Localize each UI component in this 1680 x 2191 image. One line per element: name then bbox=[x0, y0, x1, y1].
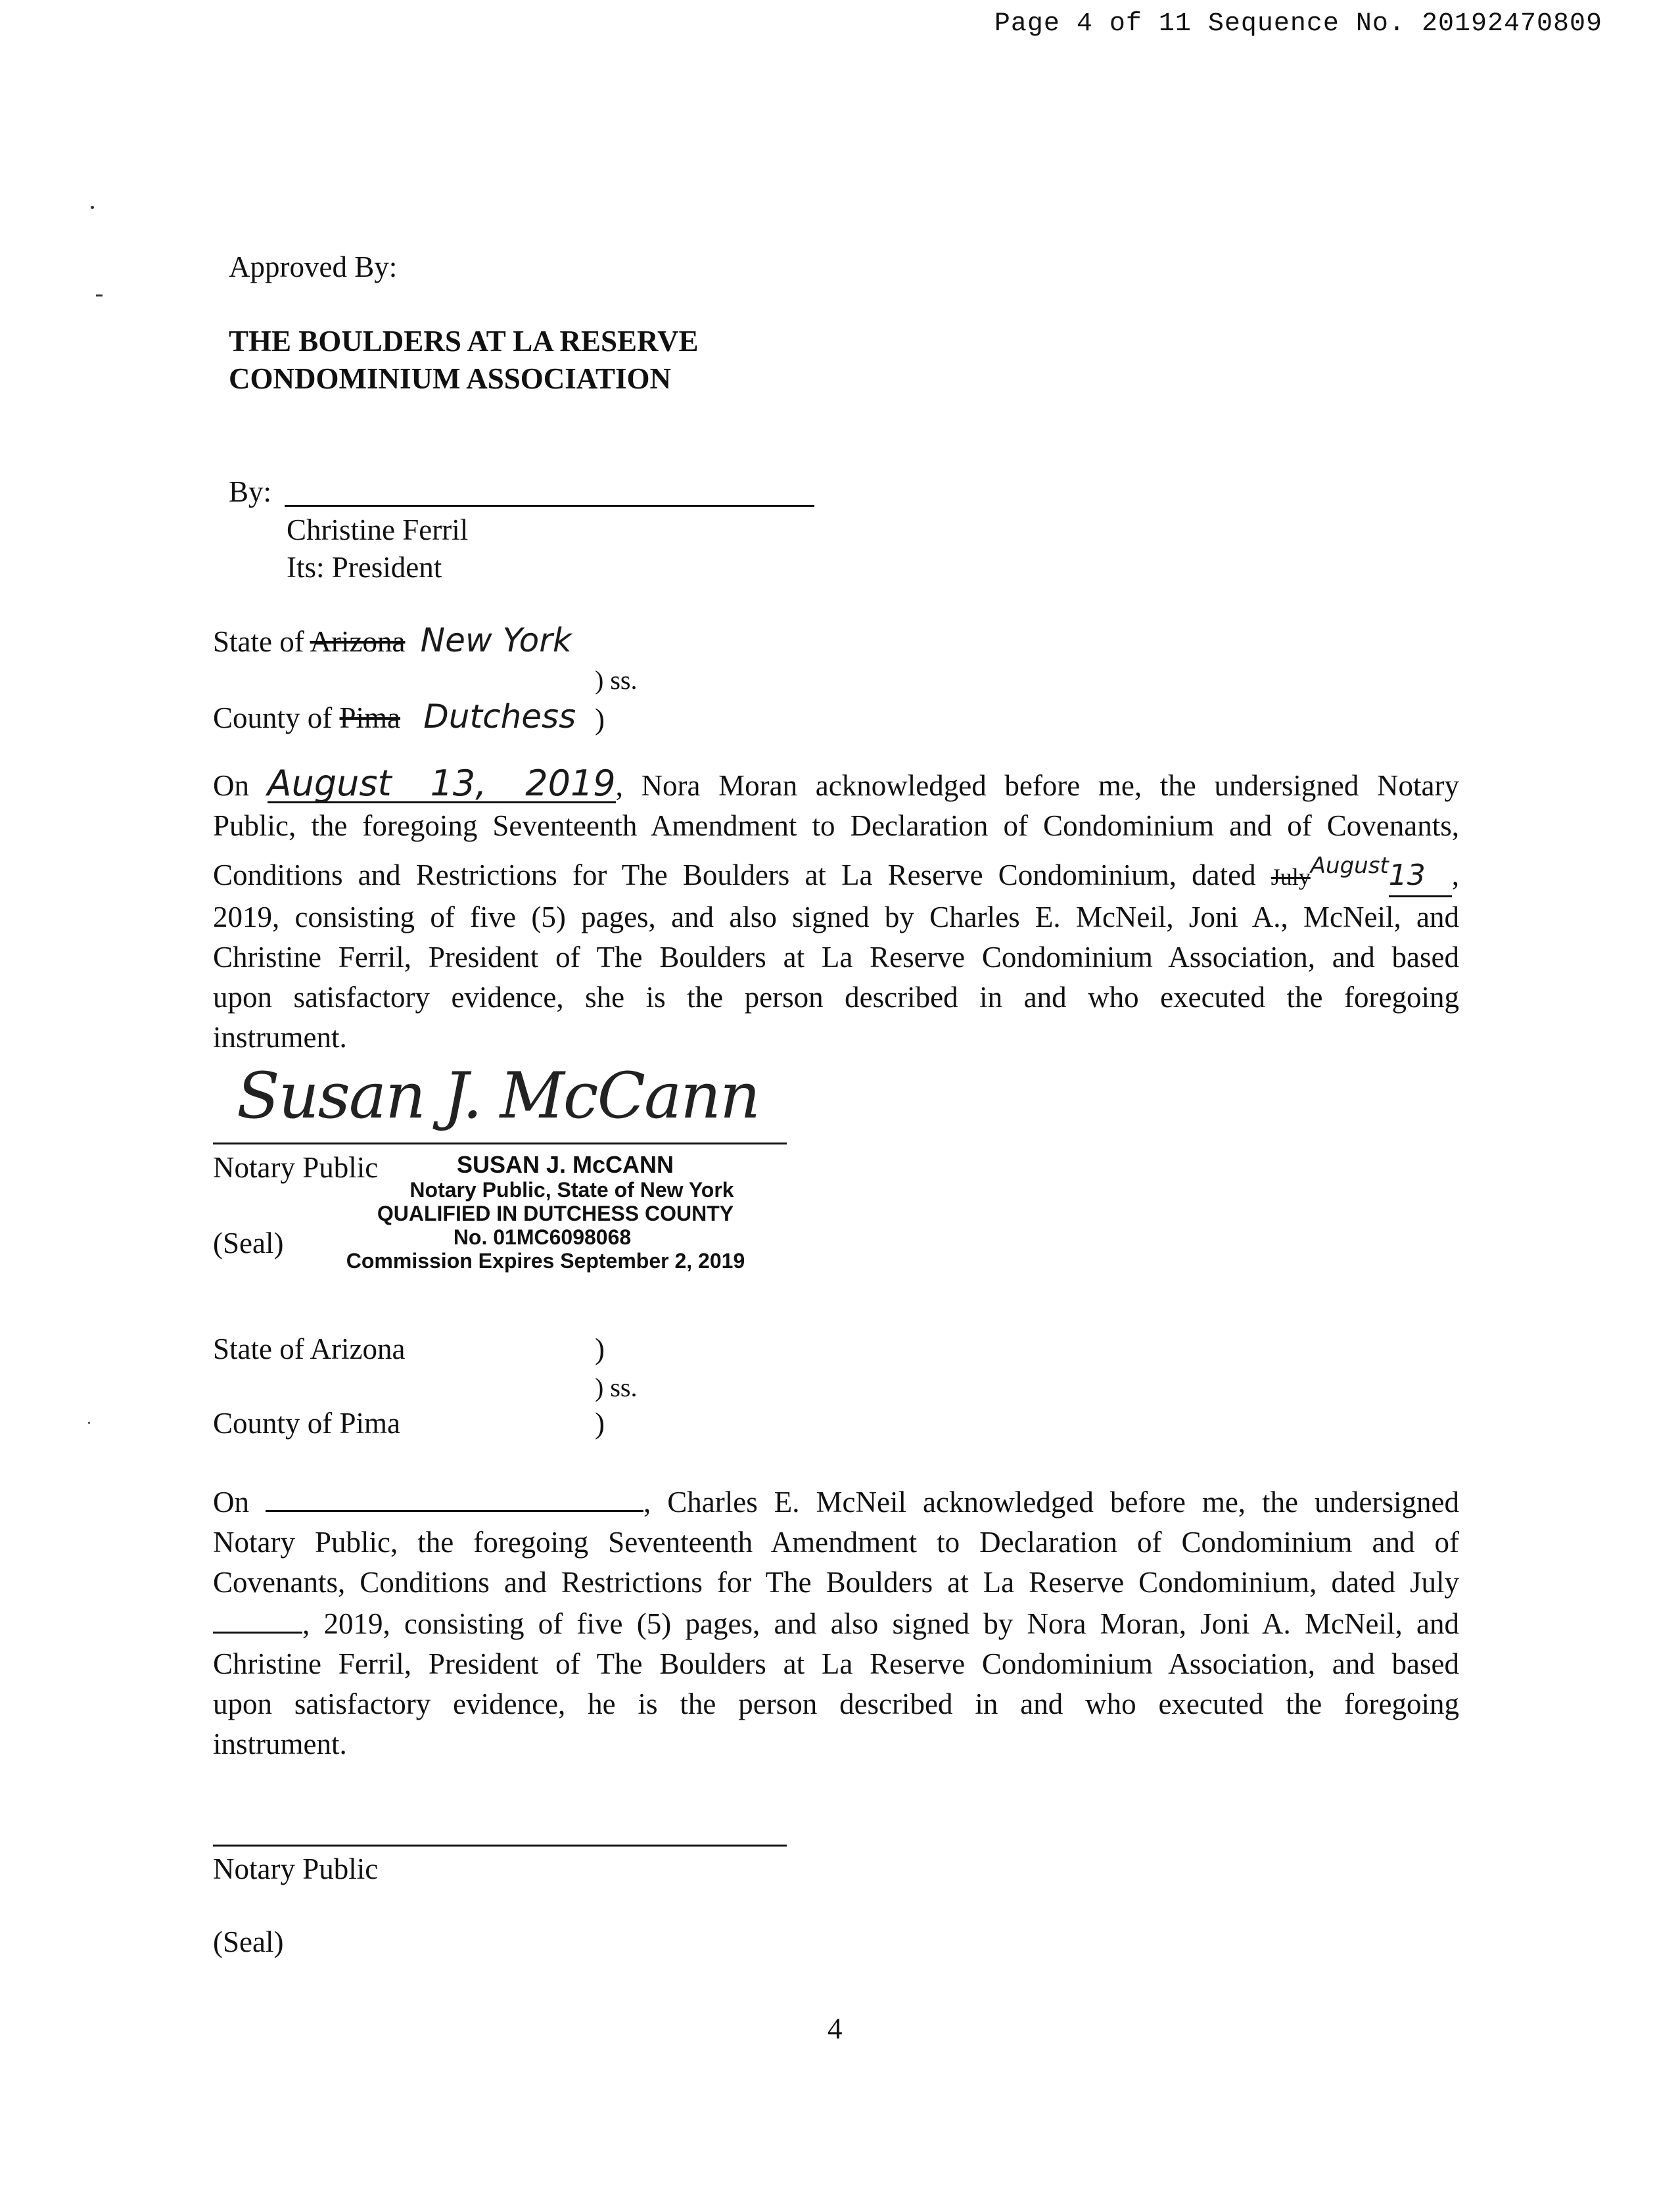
ack2-line6: upon satisfactory evidence, he is the person described in and who executed the foregoing bbox=[213, 1687, 1459, 1720]
by-label: By: bbox=[229, 475, 272, 508]
ack2-line2: Notary Public, the foregoing Seventeenth Amendment to Declaration of Condominium and of bbox=[213, 1526, 1459, 1559]
venue1-ss: ) ss. bbox=[595, 665, 638, 695]
notary1-seal-label: (Seal) bbox=[213, 1227, 284, 1260]
stamp-line4: No. 01MC6098068 bbox=[453, 1225, 632, 1249]
ack1-line5: Christine Ferril, President of The Boulders at La Reserve Condominium Association, and based bbox=[213, 941, 1459, 974]
stamp-name: SUSAN J. McCANN bbox=[456, 1151, 674, 1178]
org-name-line2: CONDOMINIUM ASSOCIATION bbox=[229, 362, 671, 395]
ack1-line7: instrument. bbox=[213, 1021, 347, 1054]
notary1-label: Notary Public bbox=[213, 1151, 379, 1184]
notary1-signature-line bbox=[213, 1143, 787, 1144]
ack1-date-handwritten: August 13, 2019 bbox=[267, 763, 616, 804]
notary2-seal-label: (Seal) bbox=[213, 1925, 284, 1958]
scan-speck bbox=[96, 294, 103, 296]
ack1-line4: 2019, consisting of five (5) pages, and also signed by Charles E. McNeil, Joni A., McNeil, and bbox=[213, 901, 1459, 933]
scan-speck bbox=[91, 206, 94, 209]
ack1-line3: Conditions and Restrictions for The Boulders at La Reserve Condominium, dated July$^{August}$13 , bbox=[213, 846, 1459, 897]
ack1-line2: Public, the foregoing Seventeenth Amendment to Declaration of Condominium and of Covenants, bbox=[213, 809, 1459, 842]
acknowledgment-2 bbox=[213, 1481, 1459, 1764]
venue2-paren-open: ) bbox=[595, 1332, 605, 1365]
ack2-line1: On , Charles E. McNeil acknowledged before me, the undersigned bbox=[213, 1481, 1459, 1522]
scan-speck bbox=[88, 1422, 90, 1424]
venue2-ss: ) ss. bbox=[595, 1373, 638, 1402]
venue2-state: State of Arizona bbox=[213, 1332, 406, 1365]
stamp-line5: Commission Expires September 2, 2019 bbox=[346, 1249, 745, 1273]
state-handwritten: New York bbox=[420, 621, 572, 659]
venue2-county: County of Pima bbox=[213, 1407, 401, 1440]
venue2-paren-close: ) bbox=[595, 1407, 605, 1440]
ack2-date-blank bbox=[266, 1481, 643, 1512]
notary2-signature-line bbox=[213, 1845, 787, 1847]
state-label: State of bbox=[213, 625, 310, 658]
approved-by-label: Approved By: bbox=[229, 250, 398, 283]
venue1-state bbox=[213, 621, 572, 662]
state-struck: Arizona bbox=[310, 625, 406, 658]
signature-line-president bbox=[285, 505, 814, 507]
signer-name: Christine Ferril bbox=[287, 513, 469, 546]
ack1-line1: On August 13, 2019, Nora Moran acknowledged before me, the undersigned Notary bbox=[213, 763, 1459, 804]
stamp-line3: QUALIFIED IN DUTCHESS COUNTY bbox=[377, 1202, 734, 1225]
notary2-label: Notary Public bbox=[213, 1852, 379, 1885]
signer-title: Its: President bbox=[287, 551, 442, 584]
venue1-county bbox=[213, 697, 576, 738]
acknowledgment-1 bbox=[213, 763, 1459, 1058]
day-handwritten: 13 bbox=[1389, 855, 1452, 897]
venue1-paren-close: ) bbox=[595, 703, 605, 736]
ack2-line3: Covenants, Conditions and Restrictions for The Boulders at La Reserve Condominium, dated July bbox=[213, 1566, 1459, 1599]
org-name-line1: THE BOULDERS AT LA RESERVE bbox=[229, 325, 699, 358]
notary-stamp bbox=[342, 1152, 762, 1273]
notary-signature: Susan J. McCann bbox=[237, 1059, 759, 1133]
page-header-info: Page 4 of 11 Sequence No. 20192470809 bbox=[994, 9, 1602, 39]
ack2-line4: , 2019, consisting of five (5) pages, and also signed by Nora Moran, Joni A. McNeil, and bbox=[213, 1603, 1459, 1644]
ack1-line6: upon satisfactory evidence, she is the person described in and who executed the foregoing bbox=[213, 981, 1459, 1014]
ack2-line5: Christine Ferril, President of The Boulders at La Reserve Condominium Association, and based bbox=[213, 1647, 1459, 1680]
county-struck: Pima bbox=[339, 701, 401, 734]
county-label: County of bbox=[213, 701, 340, 734]
page-number: 4 bbox=[828, 2012, 843, 2045]
month-struck: July bbox=[1271, 864, 1311, 890]
month-handwritten: August bbox=[1310, 853, 1389, 879]
ack2-day-blank bbox=[213, 1603, 302, 1634]
county-handwritten: Dutchess bbox=[423, 697, 576, 736]
stamp-line2: Notary Public, State of New York bbox=[409, 1178, 734, 1202]
ack2-line7: instrument. bbox=[213, 1728, 347, 1760]
